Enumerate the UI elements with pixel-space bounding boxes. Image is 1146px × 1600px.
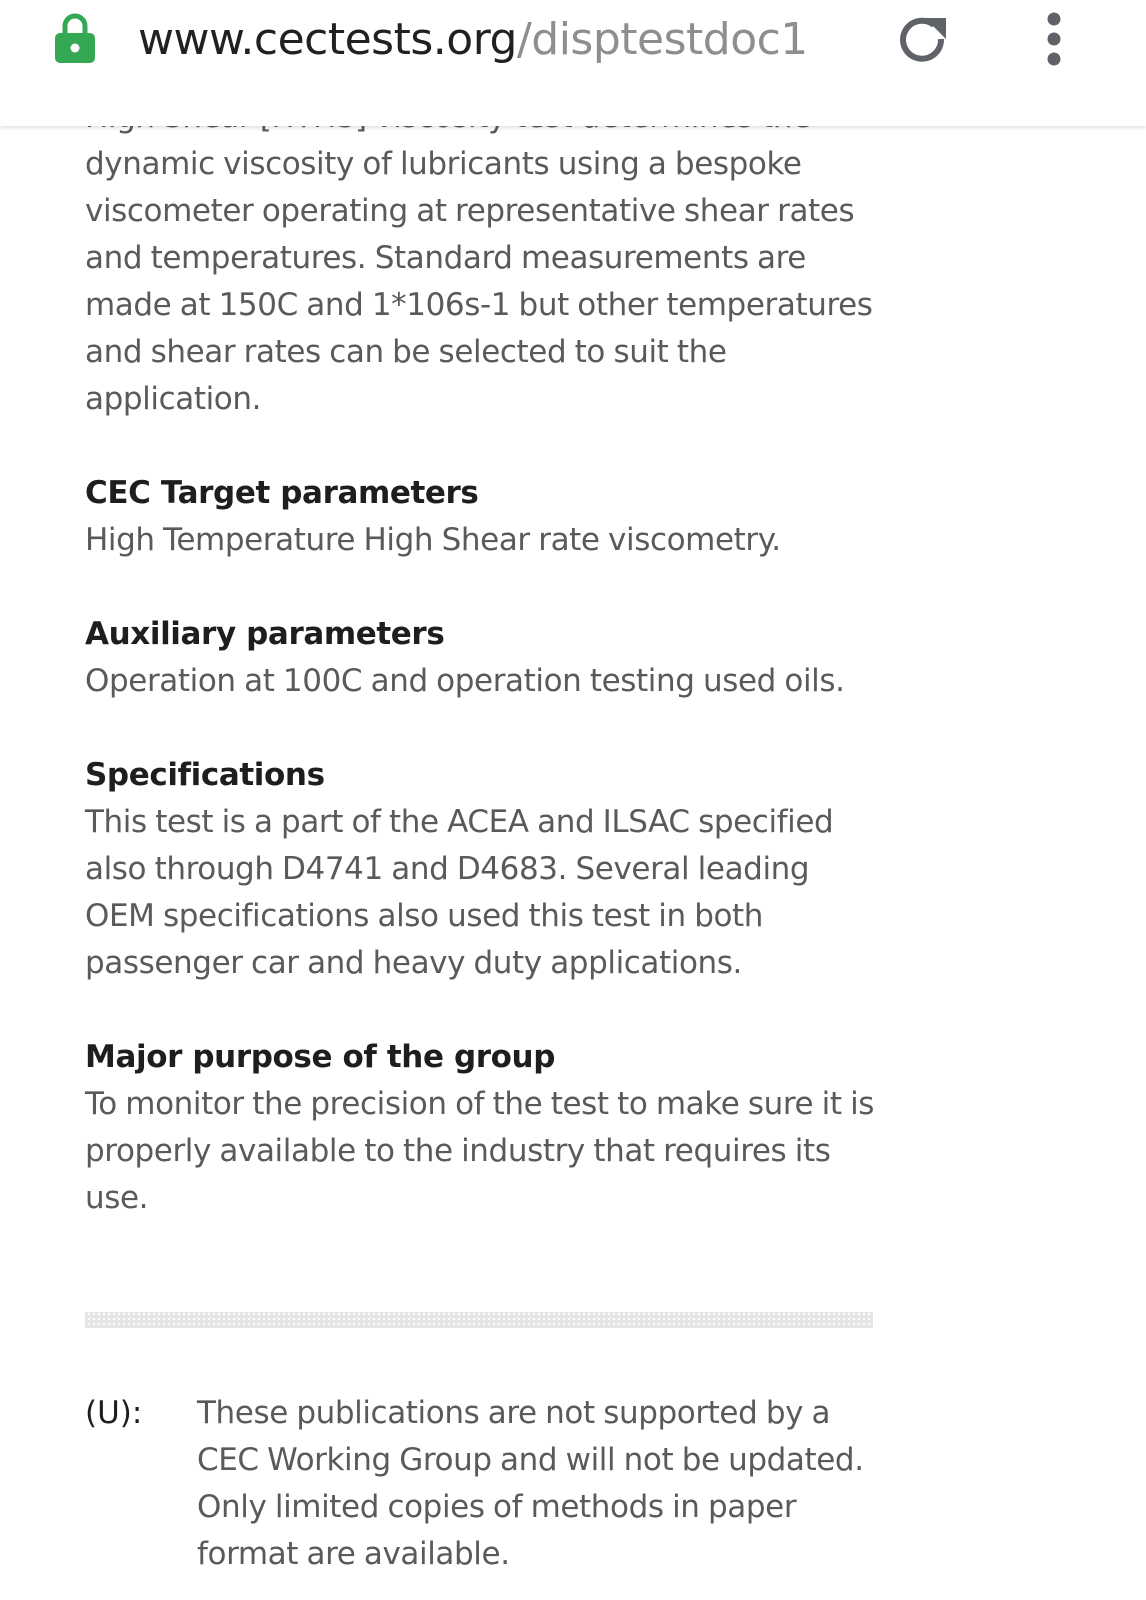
section-heading: Auxiliary parameters <box>85 616 445 652</box>
section-body: To monitor the precision of the test to make sure it is properly available to the industry that requires its use. <box>85 1086 875 1216</box>
page-content <box>85 94 885 1222</box>
url-domain[interactable]: www.cectests.org <box>138 14 517 65</box>
section-auxiliary-parameters <box>85 611 885 705</box>
reload-icon[interactable] <box>894 12 952 70</box>
section-heading: Specifications <box>85 757 325 793</box>
url-text[interactable] <box>138 10 808 70</box>
url-path[interactable]: /disptestdoc1 <box>516 14 808 65</box>
browser-url-bar <box>0 0 1146 126</box>
intro-paragraph: dynamic viscosity of lubricants using a bespoke viscometer operating at representative shear rates and temperatures. Standard measurements are made at 150C and 1*106s-1 but other temperatures and shear rates can be selected to suit the application. <box>85 146 873 417</box>
note-label: (U): <box>85 1395 143 1431</box>
section-heading: CEC Target parameters <box>85 475 479 511</box>
note-text: These publications are not supported by a CEC Working Group and will not be updated. Only limited copies of methods in paper format are available. <box>197 1395 864 1572</box>
lock-icon[interactable] <box>54 12 96 64</box>
section-specifications <box>85 752 885 987</box>
dotted-divider <box>85 1312 873 1328</box>
section-body: Operation at 100C and operation testing used oils. <box>85 663 845 699</box>
section-heading: Major purpose of the group <box>85 1039 555 1075</box>
section-body: This test is a part of the ACEA and ILSAC specified also through D4741 and D4683. Several leading OEM specifications also used this test in both passenger car and heavy duty applications. <box>85 804 834 981</box>
section-cec-target-parameters <box>85 470 885 564</box>
section-body: High Temperature High Shear rate viscometry. <box>85 522 781 558</box>
more-vert-icon[interactable] <box>1038 12 1070 68</box>
section-major-purpose <box>85 1034 885 1222</box>
